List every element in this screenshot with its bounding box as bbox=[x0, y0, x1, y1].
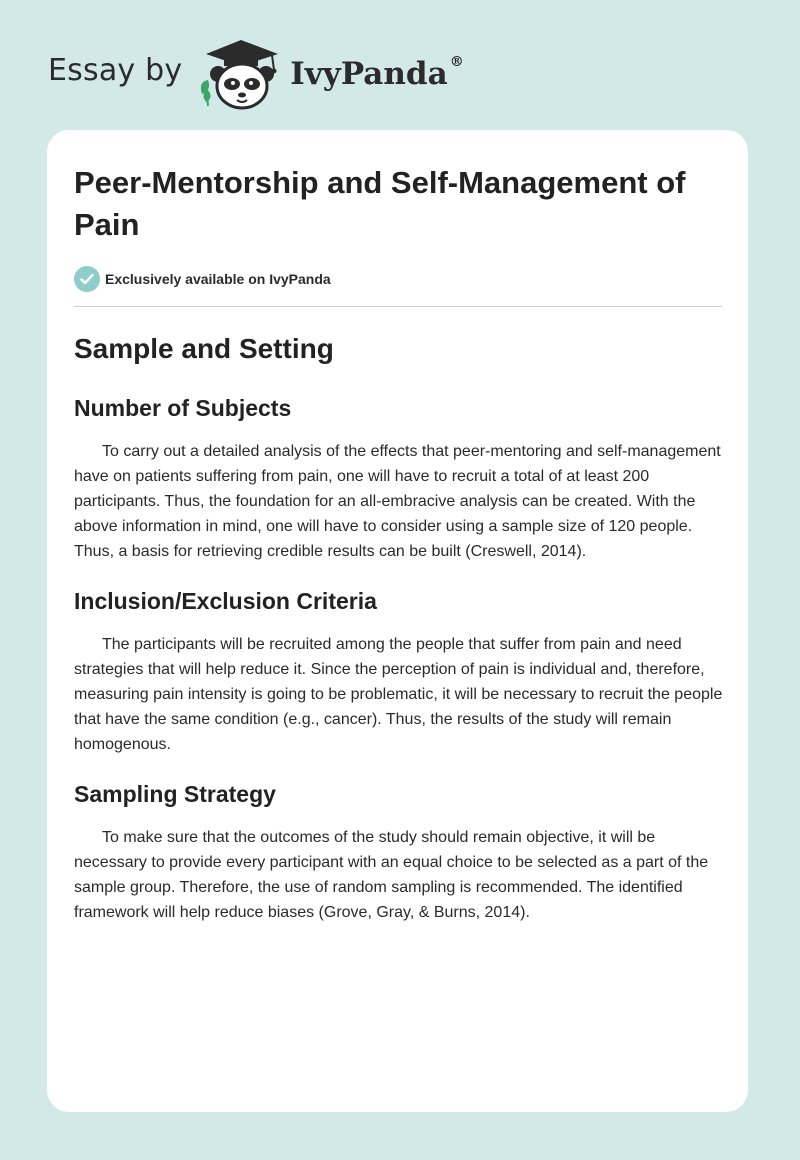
subsection-heading-sampling-strategy: Sampling Strategy bbox=[74, 781, 276, 807]
divider bbox=[74, 306, 722, 307]
essay-by-label: Essay by bbox=[48, 52, 183, 88]
badge-label: Exclusively available on IvyPanda bbox=[105, 271, 331, 287]
paragraph-sampling-strategy: To make sure that the outcomes of the study should remain objective, it will be necessary to provide every participant with an equal choice to be selected as a part of the sample group. Therefore, the use of random sampling is recommended. The identified framework will help reduce biases (Grove, Gray, & Burns, 2014). bbox=[74, 829, 709, 921]
essay-card bbox=[47, 130, 748, 1112]
check-icon bbox=[74, 266, 100, 292]
site-header bbox=[48, 36, 464, 110]
paragraph-inclusion-exclusion: The participants will be recruited among the people that suffer from pain and need strategies that will help reduce it. Since the perception of pain is individual and, therefore, measuring pain intensity is going to be problematic, it will be necessary to recruit the people that have the same condition (e.g., cancer). Thus, the results of the study will remain homogenous. bbox=[74, 636, 723, 753]
registered-mark: ® bbox=[449, 54, 464, 70]
paragraph-number-of-subjects: To carry out a detailed analysis of the effects that peer-mentoring and self-management have on patients suffering from pain, one will have to recruit a total of at least 200 participants. Thus, the foundation for an all-embracive analysis can be created. With the above information in mind, one will have to consider using a sample size of 120 people. Thus, a basis for retrieving credible results can be built (Creswell, 2014). bbox=[74, 443, 721, 560]
subsection-heading-number-of-subjects: Number of Subjects bbox=[74, 395, 292, 421]
exclusive-badge bbox=[74, 266, 723, 292]
essay-content bbox=[74, 162, 723, 925]
subsection-heading-inclusion-exclusion: Inclusion/Exclusion Criteria bbox=[74, 588, 377, 614]
section-title: Sample and Setting bbox=[74, 333, 334, 364]
panda-graduate-icon[interactable] bbox=[196, 36, 286, 110]
brand-name[interactable] bbox=[290, 56, 463, 92]
brand-text: IvyPanda bbox=[290, 56, 448, 92]
essay-title: Peer-Mentorship and Self-Management of Pain bbox=[74, 165, 686, 242]
